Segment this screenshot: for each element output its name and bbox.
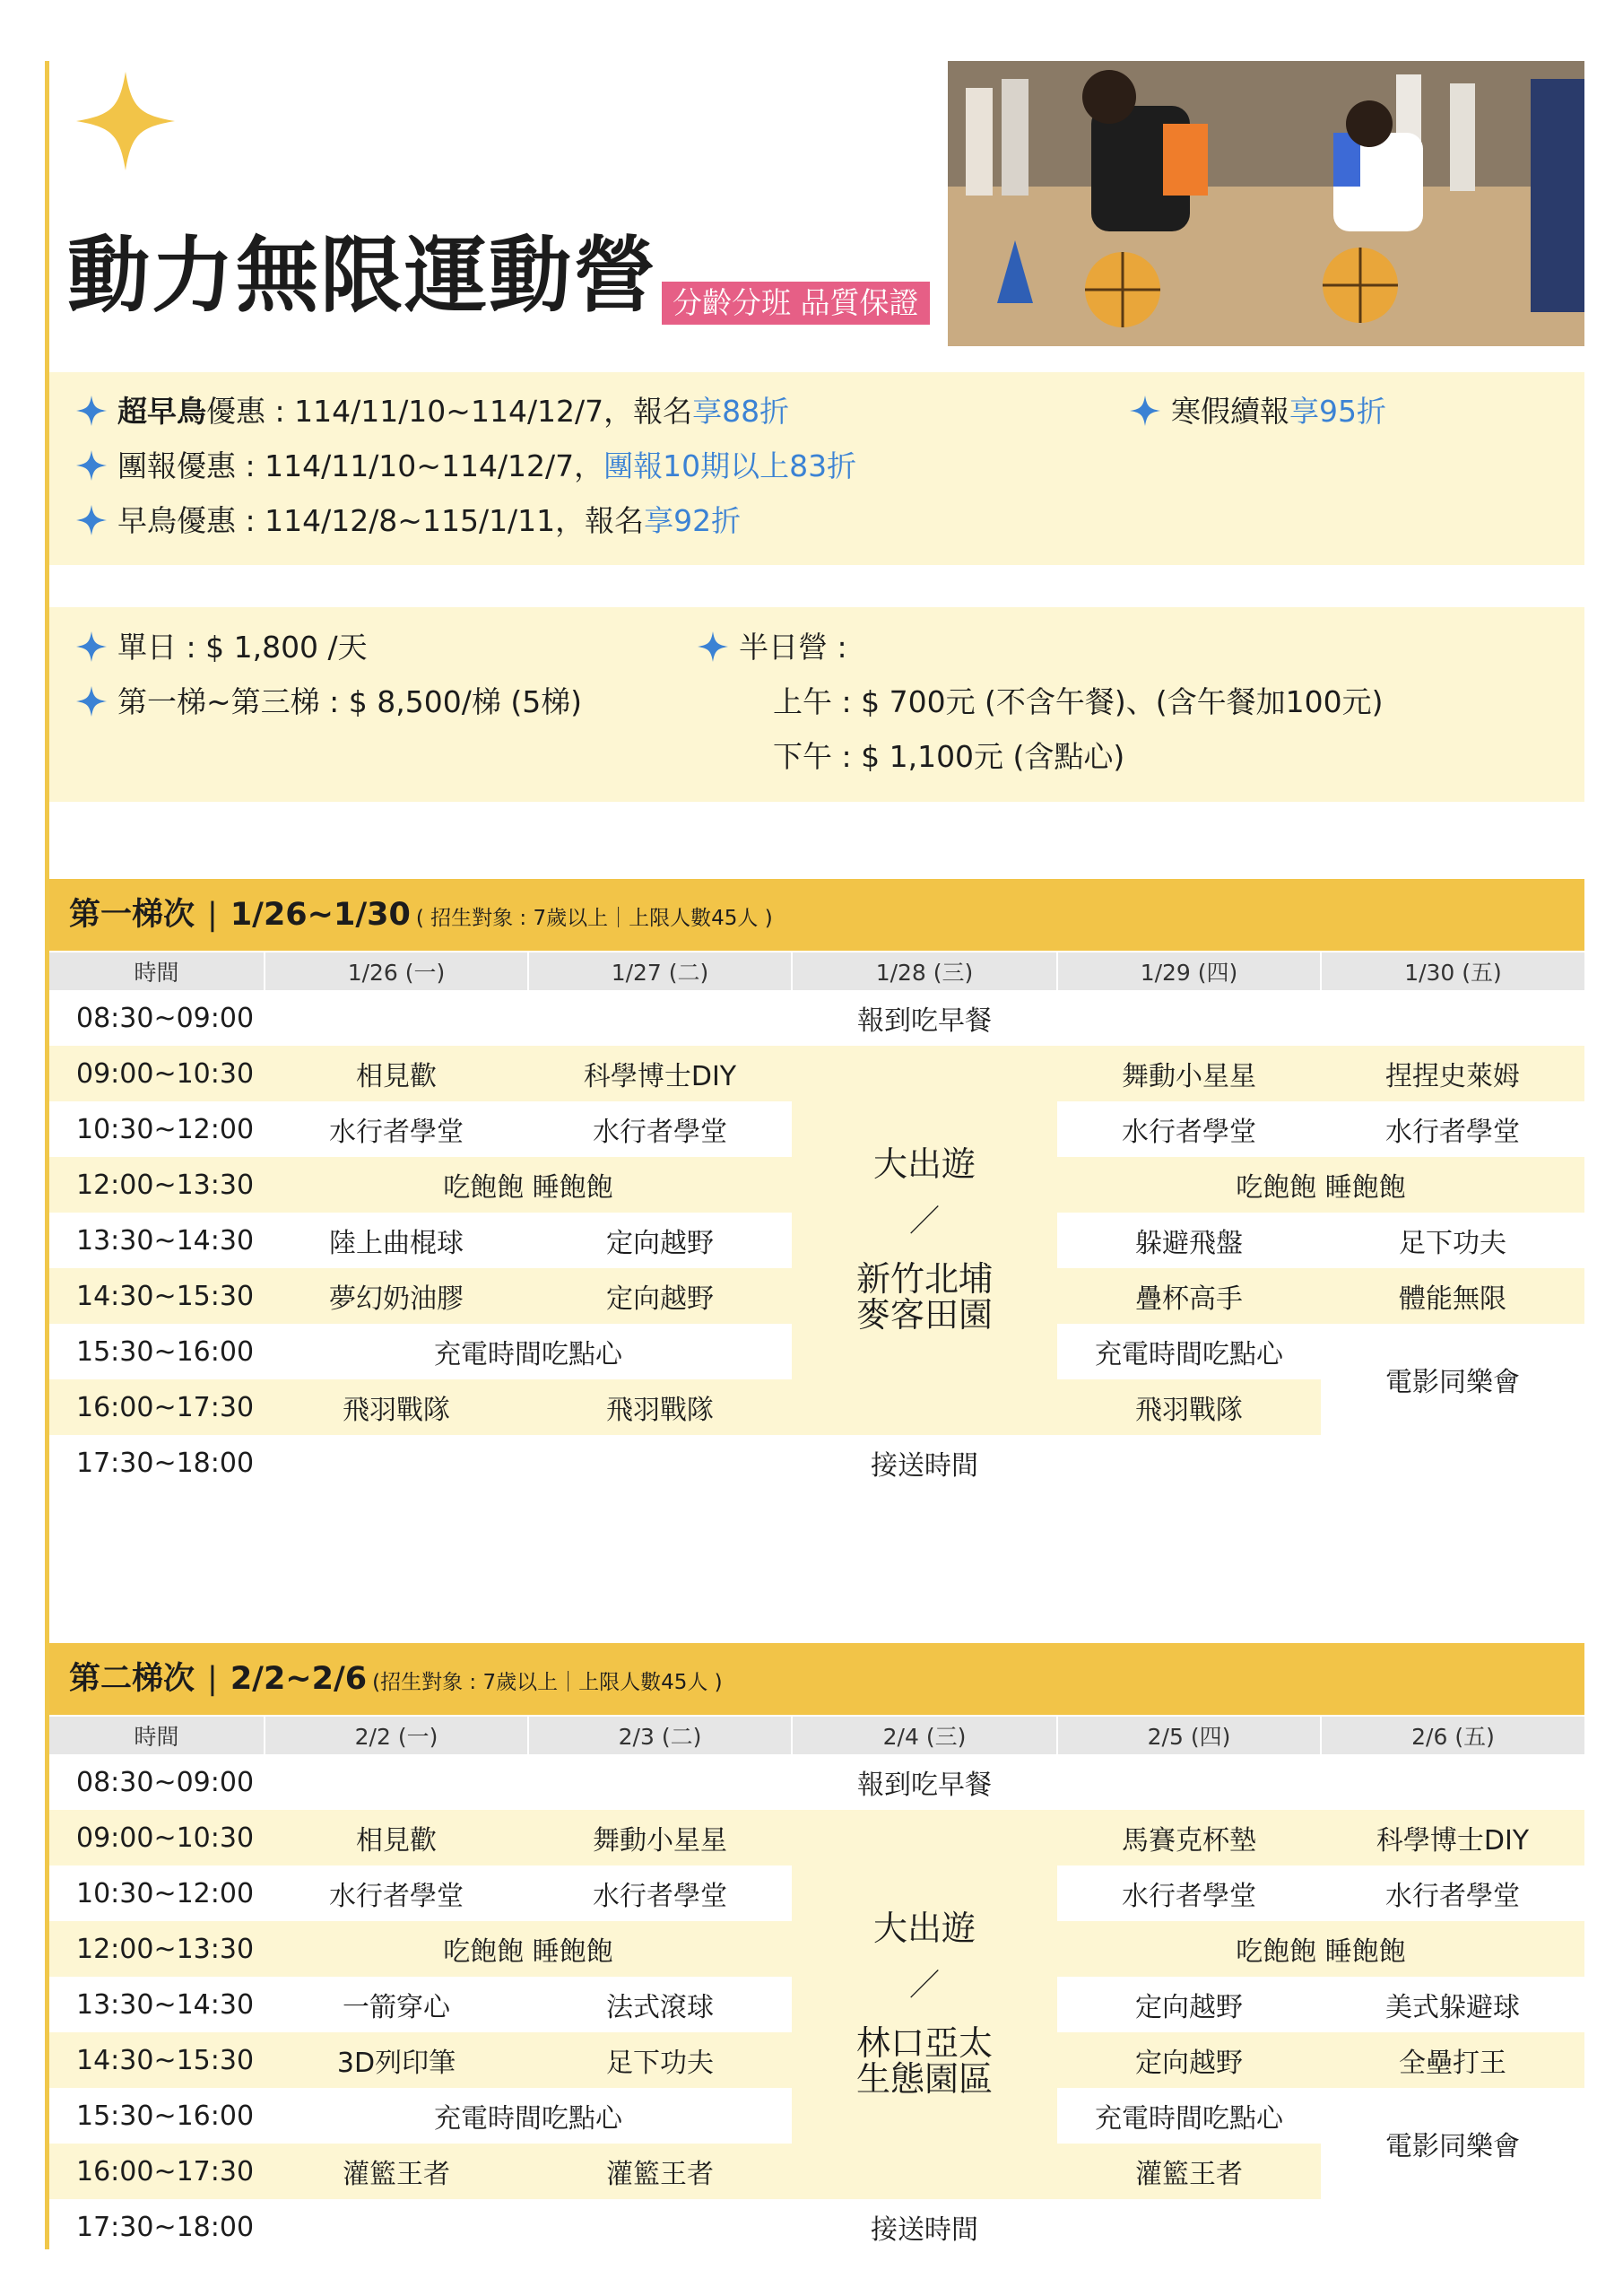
blue-diamond-icon bbox=[76, 396, 107, 426]
outing-cell bbox=[792, 1810, 1057, 2199]
kids-basketball-photo bbox=[948, 61, 1584, 346]
activity-cell: 足下功夫 bbox=[1399, 1228, 1506, 1259]
time-cell: 12:00~13:30 bbox=[49, 1921, 265, 1977]
activity-cell: 一箭穿心 bbox=[343, 1992, 450, 2023]
header-cell: 2/5 (四) bbox=[1057, 1717, 1321, 1754]
price-morning: 上午 : $ 700元 (不含午餐)、(含午餐加100元) bbox=[773, 684, 1384, 719]
lunch-cell: 吃飽飽 睡飽飽 bbox=[1057, 1157, 1584, 1213]
activity-cell: 躲避飛盤 bbox=[1135, 1228, 1243, 1259]
blue-diamond-icon bbox=[76, 450, 107, 481]
price-afternoon: 下午 : $ 1,100元 (含點心) bbox=[773, 739, 1125, 774]
activity-cell: 水行者學堂 bbox=[329, 1881, 464, 1912]
activity-cell: 水行者學堂 bbox=[593, 1117, 727, 1148]
header-cell: 1/30 (五) bbox=[1321, 952, 1584, 990]
snack-cell: 充電時間吃點心 bbox=[434, 2103, 622, 2135]
header-cell: 1/26 (一) bbox=[265, 952, 528, 990]
batch-name: 第二梯次 bbox=[69, 1661, 195, 1697]
header-cell: 2/6 (五) bbox=[1321, 1717, 1584, 1754]
blue-diamond-icon bbox=[1130, 396, 1160, 426]
activity-cell: 舞動小星星 bbox=[1057, 1046, 1321, 1101]
header-cell: 2/4 (三) bbox=[792, 1717, 1057, 1754]
batch-dates: 2/2~2/6 bbox=[230, 1661, 368, 1697]
activity-cell: 馬賽克杯墊 bbox=[1057, 1810, 1321, 1866]
activity-cell: 飛羽戰隊 bbox=[1057, 1379, 1321, 1435]
promo-super-early: 超早鳥優惠 : 114/11/10~114/12/7，報名享88折 bbox=[76, 394, 789, 430]
table-row bbox=[49, 1435, 1584, 1491]
header-cell: 1/29 (四) bbox=[1057, 952, 1321, 990]
activity-cell: 相見歡 bbox=[265, 1810, 528, 1866]
time-cell: 16:00~17:30 bbox=[49, 2144, 265, 2199]
activity-cell: 灌籃王者 bbox=[528, 2144, 792, 2199]
batch-1-schedule bbox=[49, 952, 1584, 1491]
pickup-cell: 接送時間 bbox=[871, 1450, 978, 1482]
outing-cell bbox=[792, 1046, 1057, 1435]
header-row bbox=[49, 952, 1584, 990]
price-per-batch: 第一梯~第三梯 : $ 8,500/梯 (5梯) bbox=[76, 684, 582, 720]
activity-cell: 飛羽戰隊 bbox=[528, 1379, 792, 1435]
pickup-cell: 接送時間 bbox=[871, 2214, 978, 2246]
activity-cell: 定向越野 bbox=[528, 1268, 792, 1324]
outing-slash: ／ bbox=[909, 1968, 940, 2005]
time-cell: 15:30~16:00 bbox=[76, 2100, 255, 2132]
activity-cell: 科學博士DIY bbox=[1321, 1810, 1584, 1866]
activity-cell: 舞動小星星 bbox=[528, 1810, 792, 1866]
activity-cell: 水行者學堂 bbox=[593, 1881, 727, 1912]
outing-place-line: 麥客田園 bbox=[855, 1294, 993, 1335]
header-cell: 1/27 (二) bbox=[528, 952, 792, 990]
batch-note: ( 招生對象 : 7歲以上｜上限人數45人 ) bbox=[415, 907, 773, 930]
activity-cell: 水行者學堂 bbox=[1122, 1881, 1256, 1912]
promo-renewal: 寒假續報享95折 bbox=[1130, 394, 1386, 430]
table-row bbox=[49, 1046, 1584, 1101]
blue-diamond-icon bbox=[76, 505, 107, 535]
activity-cell: 美式躲避球 bbox=[1385, 1992, 1520, 2023]
time-cell: 10:30~12:00 bbox=[76, 1877, 255, 1909]
time-cell: 09:00~10:30 bbox=[49, 1046, 265, 1101]
time-cell: 12:00~13:30 bbox=[49, 1157, 265, 1213]
blue-diamond-icon bbox=[698, 631, 728, 662]
page-title: 動力無限運動營 bbox=[67, 228, 658, 324]
time-cell: 17:30~18:00 bbox=[76, 1447, 255, 1479]
table-row bbox=[49, 1754, 1584, 1810]
header-cell: 時間 bbox=[49, 1717, 265, 1754]
lunch-cell: 吃飽飽 睡飽飽 bbox=[265, 1921, 792, 1977]
activity-cell: 定向越野 bbox=[1057, 2032, 1321, 2088]
snack-cell: 充電時間吃點心 bbox=[1095, 2103, 1283, 2135]
quality-tag: 分齡分班 品質保證 bbox=[662, 282, 930, 325]
header-cell: 時間 bbox=[49, 952, 265, 990]
movie-cell: 電影同樂會 bbox=[1321, 2088, 1584, 2199]
activity-cell: 科學博士DIY bbox=[528, 1046, 792, 1101]
activity-cell: 灌籃王者 bbox=[1057, 2144, 1321, 2199]
batch-name: 第一梯次 bbox=[69, 897, 195, 933]
checkin-cell: 報到吃早餐 bbox=[857, 1770, 992, 1801]
time-cell: 08:30~09:00 bbox=[76, 1002, 255, 1034]
outing-title: 大出遊 bbox=[872, 1144, 976, 1185]
table-row bbox=[49, 990, 1584, 1046]
lunch-cell: 吃飽飽 睡飽飽 bbox=[265, 1157, 792, 1213]
batch-2-header bbox=[49, 1643, 1584, 1715]
outing-place-line: 林口亞太 bbox=[855, 2022, 993, 2063]
header-cell: 2/3 (二) bbox=[528, 1717, 792, 1754]
batch-note: (招生對象 : 7歲以上｜上限人數45人 ) bbox=[372, 1671, 723, 1694]
activity-cell: 水行者學堂 bbox=[329, 1117, 464, 1148]
time-cell: 14:30~15:30 bbox=[49, 1268, 265, 1324]
activity-cell: 陸上曲棍球 bbox=[329, 1228, 464, 1259]
promo-early: 早鳥優惠 : 114/12/8~115/1/11，報名享92折 bbox=[76, 503, 741, 539]
activity-cell: 水行者學堂 bbox=[1385, 1881, 1520, 1912]
activity-cell: 足下功夫 bbox=[528, 2032, 792, 2088]
price-half-day: 半日營 : bbox=[698, 630, 847, 665]
table-row bbox=[49, 1810, 1584, 1866]
lunch-cell: 吃飽飽 睡飽飽 bbox=[1057, 1921, 1584, 1977]
price-single-day: 單日 : $ 1,800 /天 bbox=[76, 630, 368, 665]
activity-cell: 3D列印筆 bbox=[265, 2032, 528, 2088]
yellow-star-icon bbox=[76, 72, 175, 170]
header-row bbox=[49, 1717, 1584, 1754]
time-cell: 16:00~17:30 bbox=[49, 1379, 265, 1435]
batch-1-header bbox=[49, 879, 1584, 951]
blue-diamond-icon bbox=[76, 631, 107, 662]
blue-diamond-icon bbox=[76, 686, 107, 717]
header-cell: 1/28 (三) bbox=[792, 952, 1057, 990]
separator: | bbox=[207, 1661, 218, 1697]
promo-group: 團報優惠 : 114/11/10~114/12/7，團報10期以上83折 bbox=[76, 448, 856, 484]
time-cell: 13:30~14:30 bbox=[76, 1988, 255, 2021]
activity-cell: 夢幻奶油膠 bbox=[265, 1268, 528, 1324]
separator: | bbox=[207, 897, 218, 933]
batch-dates: 1/26~1/30 bbox=[230, 897, 411, 933]
snack-cell: 充電時間吃點心 bbox=[1095, 1339, 1283, 1370]
activity-cell: 水行者學堂 bbox=[1122, 1117, 1256, 1148]
activity-cell: 全壘打王 bbox=[1321, 2032, 1584, 2088]
time-cell: 08:30~09:00 bbox=[76, 1766, 255, 1798]
outing-place-line: 生態園區 bbox=[855, 2058, 993, 2099]
time-cell: 14:30~15:30 bbox=[49, 2032, 265, 2088]
table-row bbox=[49, 2199, 1584, 2255]
activity-cell: 疊杯高手 bbox=[1057, 1268, 1321, 1324]
activity-cell: 灌籃王者 bbox=[265, 2144, 528, 2199]
batch-2-schedule bbox=[49, 1717, 1584, 2255]
activity-cell: 體能無限 bbox=[1321, 1268, 1584, 1324]
activity-cell: 定向越野 bbox=[1135, 1992, 1243, 2023]
time-cell: 17:30~18:00 bbox=[76, 2211, 255, 2243]
outing-place bbox=[792, 1258, 1057, 1335]
activity-cell: 定向越野 bbox=[606, 1228, 714, 1259]
movie-cell: 電影同樂會 bbox=[1321, 1324, 1584, 1435]
checkin-cell: 報到吃早餐 bbox=[857, 1005, 992, 1037]
time-cell: 10:30~12:00 bbox=[76, 1113, 255, 1145]
activity-cell: 水行者學堂 bbox=[1385, 1117, 1520, 1148]
header-cell: 2/2 (一) bbox=[265, 1717, 528, 1754]
time-cell: 13:30~14:30 bbox=[76, 1224, 255, 1257]
activity-cell: 捏捏史萊姆 bbox=[1321, 1046, 1584, 1101]
activity-cell: 法式滾球 bbox=[606, 1992, 714, 2023]
outing-slash: ／ bbox=[909, 1204, 940, 1240]
time-cell: 09:00~10:30 bbox=[49, 1810, 265, 1866]
outing-place bbox=[792, 2022, 1057, 2099]
activity-cell: 相見歡 bbox=[265, 1046, 528, 1101]
outing-place-line: 新竹北埔 bbox=[855, 1258, 993, 1299]
time-cell: 15:30~16:00 bbox=[76, 1335, 255, 1368]
activity-cell: 飛羽戰隊 bbox=[265, 1379, 528, 1435]
outing-title: 大出遊 bbox=[872, 1909, 976, 1949]
snack-cell: 充電時間吃點心 bbox=[434, 1339, 622, 1370]
